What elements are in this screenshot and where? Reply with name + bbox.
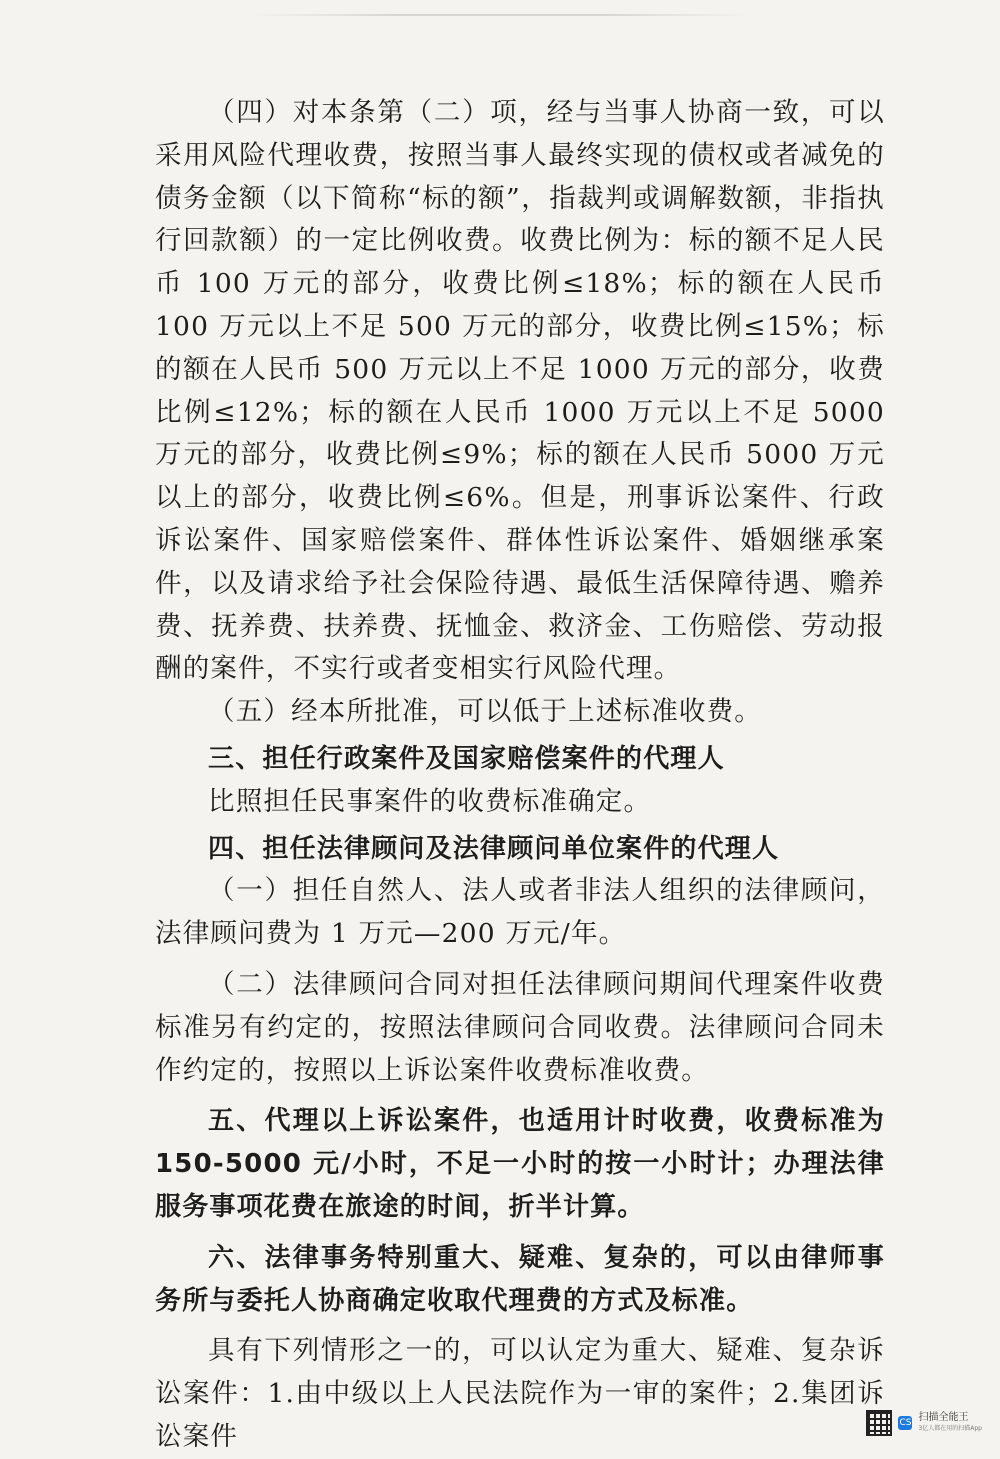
paragraph-hourly-fee: 五、代理以上诉讼案件，也适用计时收费，收费标准为150-5000 元/小时，不足一小时的按一小时计；办理法律服务事项花费在旅途的时间，折半计算。 xyxy=(155,1106,885,1222)
paragraph-complex-criteria: 具有下列情形之一的，可以认定为重大、疑难、复杂诉讼案件：1.由中级以上人民法院作为一审的案件；2.集团诉讼案件 xyxy=(155,1335,885,1452)
scanner-app-logo-icon: CS xyxy=(899,1418,912,1428)
watermark-subtitle: 3亿人都在用的扫描App xyxy=(918,1425,982,1432)
paragraph-complex-matters: 六、法律事务特别重大、疑难、复杂的，可以由律师事务所与委托人协商确定收取代理费的方式及标准。 xyxy=(155,1242,885,1316)
heading-legal-counsel: 四、担任法律顾问及法律顾问单位案件的代理人 xyxy=(208,833,780,864)
scan-edge-line xyxy=(250,14,750,16)
paragraph-risk-agency-fee: （四）对本条第（二）项，经与当事人协商一致，可以采用风险代理收费，按照当事人最终实现的债权或者减免的债务金额（以下简称“标的额”，指裁判或调解数额，非指执行回款额）的一定比例收费。收费比例为：标的额不足人民币 100 万元的部分，收费比例≤18%；标的额在人民币 100 万元以上不足 500 万元的部分，收费比例≤15%；标的额在人民币 500 万元以上不足 1000 万元的部分，收费比例≤12%；标的额在人民币 1000 万元以上不足 5000 万元的部分，收费比例≤9%；标的额在人民币 5000 万元以上的部分，收费比例≤6%。但是，刑事诉讼案件、行政诉讼案件、国家赔偿案件、群体性诉讼案件、婚姻继承案件，以及请求给予社会保险待遇、最低生活保障待遇、赡养费、抚养费、扶养费、抚恤金、救济金、工伤赔偿、劳动报酬的案件，不实行或者变相实行风险代理。 xyxy=(155,97,885,685)
paragraph-lower-fee: （五）经本所批准，可以低于上述标准收费。 xyxy=(208,696,762,728)
paragraph-counsel-fee: （一）担任自然人、法人或者非法人组织的法律顾问，法律顾问费为 1 万元—200 万元/年。 xyxy=(155,875,885,950)
document-body xyxy=(155,92,885,1459)
qr-code-icon xyxy=(866,1410,892,1436)
paragraph-counsel-contract: （二）法律顾问合同对担任法律顾问期间代理案件收费标准另有约定的，按照法律顾问合同收费。法律顾问合同未作约定的，按照以上诉讼案件收费标准收费。 xyxy=(155,968,885,1086)
watermark-title: 扫描全能王 xyxy=(918,1412,969,1423)
paragraph-administrative-standard: 比照担任民事案件的收费标准确定。 xyxy=(208,785,652,817)
scanner-watermark xyxy=(866,1410,982,1436)
heading-administrative-cases: 三、担任行政案件及国家赔偿案件的代理人 xyxy=(208,743,725,774)
